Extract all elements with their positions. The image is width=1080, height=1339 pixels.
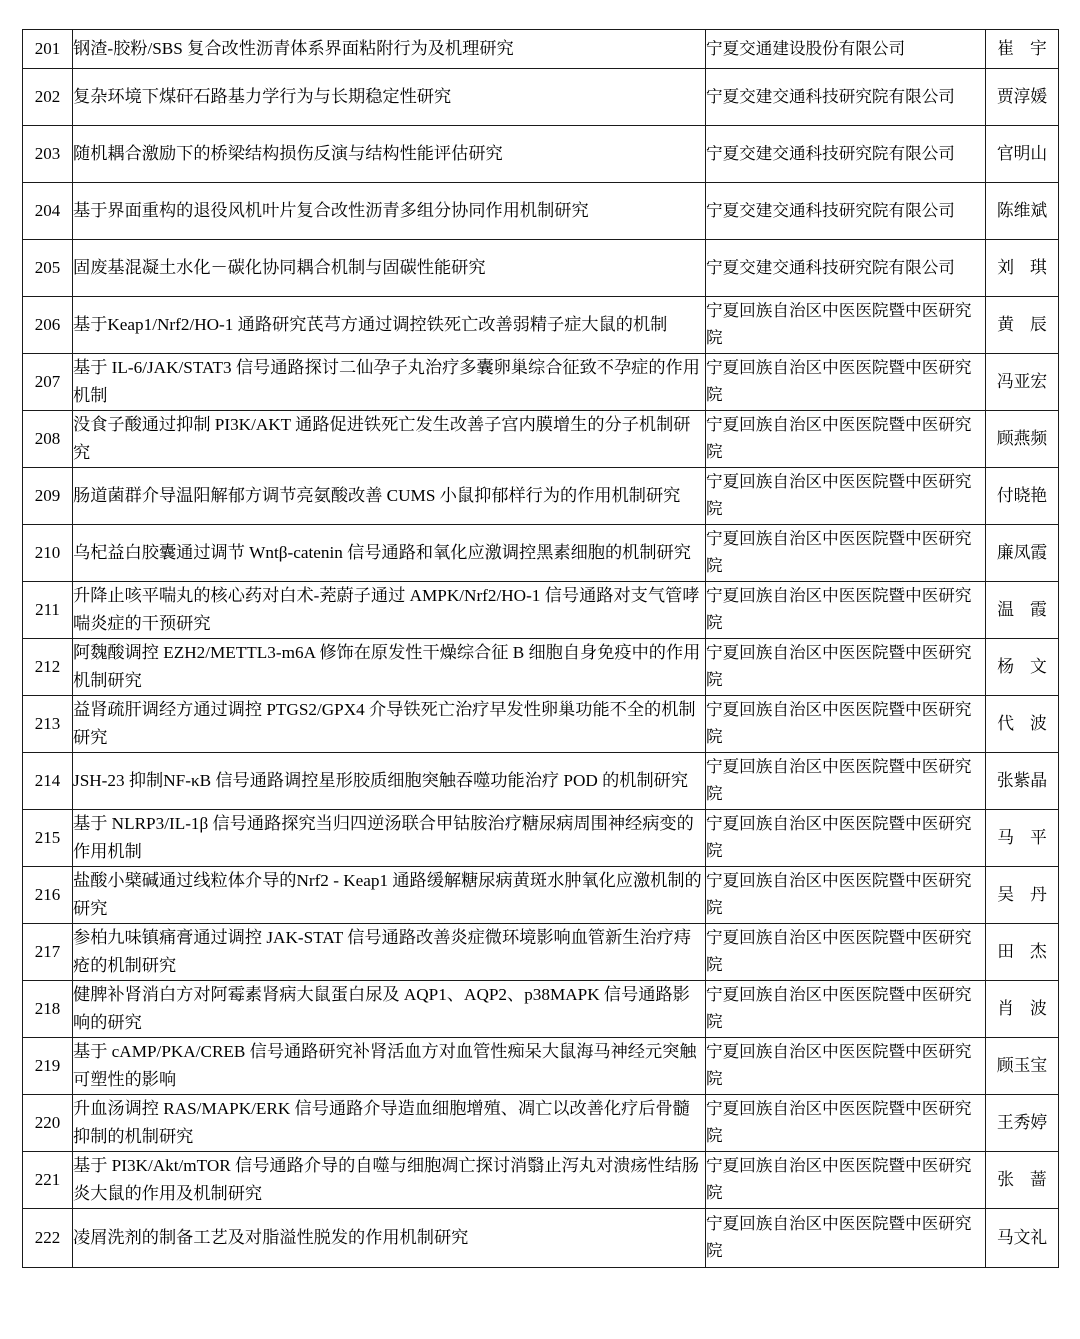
row-index-cell: 206 bbox=[23, 297, 73, 354]
row-index-cell: 210 bbox=[23, 525, 73, 582]
row-index-cell: 216 bbox=[23, 867, 73, 924]
project-table-container bbox=[22, 29, 1058, 1268]
leader-name-cell: 官明山 bbox=[986, 126, 1059, 183]
leader-surname: 黄 bbox=[997, 315, 1014, 335]
organization-cell: 宁夏交通建设股份有限公司 bbox=[706, 30, 986, 69]
organization-cell: 宁夏交建交通科技研究院有限公司 bbox=[706, 183, 986, 240]
leader-name-cell bbox=[986, 924, 1059, 981]
row-index-cell: 212 bbox=[23, 639, 73, 696]
table-row bbox=[23, 240, 1059, 297]
project-table bbox=[22, 29, 1059, 1268]
project-title-cell: 基于 NLRP3/IL-1β 信号通路探究当归四逆汤联合甲钴胺治疗糖尿病周围神经病变的作用机制 bbox=[73, 810, 706, 867]
organization-cell: 宁夏回族自治区中医医院暨中医研究院 bbox=[706, 810, 986, 867]
table-row bbox=[23, 1095, 1059, 1152]
table-row bbox=[23, 30, 1059, 69]
row-index-cell: 214 bbox=[23, 753, 73, 810]
row-index-cell: 217 bbox=[23, 924, 73, 981]
leader-surname: 吴 bbox=[997, 885, 1014, 905]
project-title-cell: 益肾疏肝调经方通过调控 PTGS2/GPX4 介导铁死亡治疗早发性卵巢功能不全的机制研究 bbox=[73, 696, 706, 753]
leader-name-cell: 廉凤霞 bbox=[986, 525, 1059, 582]
project-title-cell: 固废基混凝土水化－碳化协同耦合机制与固碳性能研究 bbox=[73, 240, 706, 297]
table-row bbox=[23, 126, 1059, 183]
project-title-cell: 参柏九味镇痛膏通过调控 JAK-STAT 信号通路改善炎症微环境影响血管新生治疗痔疮的机制研究 bbox=[73, 924, 706, 981]
leader-givenname: 蔷 bbox=[1030, 1170, 1047, 1190]
project-title-cell: 升血汤调控 RAS/MAPK/ERK 信号通路介导造血细胞增殖、凋亡以改善化疗后骨髓抑制的机制研究 bbox=[73, 1095, 706, 1152]
table-row bbox=[23, 1038, 1059, 1095]
leader-name-cell: 顾燕频 bbox=[986, 411, 1059, 468]
project-title-cell: 随机耦合激励下的桥梁结构损伤反演与结构性能评估研究 bbox=[73, 126, 706, 183]
table-row bbox=[23, 981, 1059, 1038]
leader-surname: 刘 bbox=[997, 258, 1014, 278]
leader-givenname: 平 bbox=[1030, 828, 1047, 848]
project-title-cell: 升降止咳平喘丸的核心药对白术-茺蔚子通过 AMPK/Nrf2/HO-1 信号通路对支气管哮喘炎症的干预研究 bbox=[73, 582, 706, 639]
leader-name-cell: 马文礼 bbox=[986, 1209, 1059, 1268]
project-table-body bbox=[23, 30, 1059, 1268]
leader-name-cell bbox=[986, 297, 1059, 354]
leader-name-cell bbox=[986, 30, 1059, 69]
project-title-cell: 没食子酸通过抑制 PI3K/AKT 通路促进铁死亡发生改善子宫内膜增生的分子机制研究 bbox=[73, 411, 706, 468]
row-index-cell: 219 bbox=[23, 1038, 73, 1095]
table-row bbox=[23, 867, 1059, 924]
project-title-cell: 基于 IL-6/JAK/STAT3 信号通路探讨二仙孕子丸治疗多囊卵巢综合征致不孕症的作用机制 bbox=[73, 354, 706, 411]
leader-name-cell bbox=[986, 867, 1059, 924]
leader-surname: 温 bbox=[997, 600, 1014, 620]
row-index-cell: 203 bbox=[23, 126, 73, 183]
table-row bbox=[23, 468, 1059, 525]
leader-givenname: 宇 bbox=[1030, 39, 1047, 59]
leader-name-cell bbox=[986, 1152, 1059, 1209]
row-index-cell: 215 bbox=[23, 810, 73, 867]
table-row bbox=[23, 753, 1059, 810]
organization-cell: 宁夏回族自治区中医医院暨中医研究院 bbox=[706, 354, 986, 411]
leader-name-cell bbox=[986, 240, 1059, 297]
project-title-cell: 复杂环境下煤矸石路基力学行为与长期稳定性研究 bbox=[73, 69, 706, 126]
table-row bbox=[23, 924, 1059, 981]
leader-surname: 张 bbox=[997, 1170, 1014, 1190]
leader-surname: 代 bbox=[997, 714, 1014, 734]
leader-givenname: 波 bbox=[1030, 714, 1047, 734]
leader-givenname: 丹 bbox=[1030, 885, 1047, 905]
organization-cell: 宁夏回族自治区中医医院暨中医研究院 bbox=[706, 468, 986, 525]
row-index-cell: 209 bbox=[23, 468, 73, 525]
row-index-cell: 213 bbox=[23, 696, 73, 753]
leader-surname: 马 bbox=[997, 828, 1014, 848]
organization-cell: 宁夏回族自治区中医医院暨中医研究院 bbox=[706, 753, 986, 810]
organization-cell: 宁夏回族自治区中医医院暨中医研究院 bbox=[706, 639, 986, 696]
project-title-cell: 肠道菌群介导温阳解郁方调节亮氨酸改善 CUMS 小鼠抑郁样行为的作用机制研究 bbox=[73, 468, 706, 525]
leader-surname: 杨 bbox=[997, 657, 1014, 677]
organization-cell: 宁夏回族自治区中医医院暨中医研究院 bbox=[706, 696, 986, 753]
leader-name-cell: 陈维斌 bbox=[986, 183, 1059, 240]
organization-cell: 宁夏回族自治区中医医院暨中医研究院 bbox=[706, 981, 986, 1038]
table-row bbox=[23, 297, 1059, 354]
row-index-cell: 222 bbox=[23, 1209, 73, 1268]
project-title-cell: 健脾补肾消白方对阿霉素肾病大鼠蛋白尿及 AQP1、AQP2、p38MAPK 信号通路影响的研究 bbox=[73, 981, 706, 1038]
organization-cell: 宁夏回族自治区中医医院暨中医研究院 bbox=[706, 411, 986, 468]
table-row bbox=[23, 183, 1059, 240]
organization-cell: 宁夏回族自治区中医医院暨中医研究院 bbox=[706, 1209, 986, 1268]
table-row bbox=[23, 525, 1059, 582]
leader-surname: 崔 bbox=[997, 39, 1014, 59]
project-title-cell: 基于 PI3K/Akt/mTOR 信号通路介导的自噬与细胞凋亡探讨消翳止泻丸对溃疡性结肠炎大鼠的作用及机制研究 bbox=[73, 1152, 706, 1209]
leader-name-cell: 张紫晶 bbox=[986, 753, 1059, 810]
row-index-cell: 220 bbox=[23, 1095, 73, 1152]
table-row bbox=[23, 696, 1059, 753]
leader-name-cell bbox=[986, 639, 1059, 696]
leader-name-cell: 王秀婷 bbox=[986, 1095, 1059, 1152]
project-title-cell: 基于界面重构的退役风机叶片复合改性沥青多组分协同作用机制研究 bbox=[73, 183, 706, 240]
organization-cell: 宁夏回族自治区中医医院暨中医研究院 bbox=[706, 297, 986, 354]
table-row bbox=[23, 354, 1059, 411]
project-title-cell: 凌屑洗剂的制备工艺及对脂溢性脱发的作用机制研究 bbox=[73, 1209, 706, 1268]
leader-name-cell: 冯亚宏 bbox=[986, 354, 1059, 411]
row-index-cell: 205 bbox=[23, 240, 73, 297]
leader-name-cell bbox=[986, 981, 1059, 1038]
leader-name-cell bbox=[986, 696, 1059, 753]
leader-name-cell: 付晓艳 bbox=[986, 468, 1059, 525]
row-index-cell: 221 bbox=[23, 1152, 73, 1209]
project-title-cell: 盐酸小檗碱通过线粒体介导的Nrf2 - Keap1 通路缓解糖尿病黄斑水肿氧化应激机制的研究 bbox=[73, 867, 706, 924]
project-title-cell: 基于 cAMP/PKA/CREB 信号通路研究补肾活血方对血管性痴呆大鼠海马神经元突触可塑性的影响 bbox=[73, 1038, 706, 1095]
project-title-cell: 基于Keap1/Nrf2/HO-1 通路研究芪芎方通过调控铁死亡改善弱精子症大鼠的机制 bbox=[73, 297, 706, 354]
project-title-cell: 阿魏酸调控 EZH2/METTL3-m6A 修饰在原发性干燥综合征 B 细胞自身免疫中的作用机制研究 bbox=[73, 639, 706, 696]
row-index-cell: 218 bbox=[23, 981, 73, 1038]
leader-givenname: 杰 bbox=[1030, 942, 1047, 962]
leader-givenname: 琪 bbox=[1030, 258, 1047, 278]
table-row bbox=[23, 639, 1059, 696]
organization-cell: 宁夏交建交通科技研究院有限公司 bbox=[706, 69, 986, 126]
organization-cell: 宁夏回族自治区中医医院暨中医研究院 bbox=[706, 1152, 986, 1209]
table-row bbox=[23, 582, 1059, 639]
leader-givenname: 波 bbox=[1030, 999, 1047, 1019]
organization-cell: 宁夏回族自治区中医医院暨中医研究院 bbox=[706, 582, 986, 639]
leader-surname: 肖 bbox=[997, 999, 1014, 1019]
project-title-cell: 乌杞益白胶囊通过调节 Wntβ-catenin 信号通路和氧化应激调控黑素细胞的机制研究 bbox=[73, 525, 706, 582]
leader-name-cell: 贾淳媛 bbox=[986, 69, 1059, 126]
leader-givenname: 辰 bbox=[1030, 315, 1047, 335]
row-index-cell: 207 bbox=[23, 354, 73, 411]
table-row bbox=[23, 1152, 1059, 1209]
leader-surname: 田 bbox=[997, 942, 1014, 962]
organization-cell: 宁夏交建交通科技研究院有限公司 bbox=[706, 126, 986, 183]
leader-name-cell bbox=[986, 810, 1059, 867]
organization-cell: 宁夏交建交通科技研究院有限公司 bbox=[706, 240, 986, 297]
row-index-cell: 201 bbox=[23, 30, 73, 69]
table-row bbox=[23, 810, 1059, 867]
project-title-cell: JSH-23 抑制NF-κB 信号通路调控星形胶质细胞突触吞噬功能治疗 POD 的机制研究 bbox=[73, 753, 706, 810]
organization-cell: 宁夏回族自治区中医医院暨中医研究院 bbox=[706, 1095, 986, 1152]
row-index-cell: 202 bbox=[23, 69, 73, 126]
leader-givenname: 霞 bbox=[1030, 600, 1047, 620]
row-index-cell: 211 bbox=[23, 582, 73, 639]
leader-givenname: 文 bbox=[1030, 657, 1047, 677]
leader-name-cell bbox=[986, 582, 1059, 639]
organization-cell: 宁夏回族自治区中医医院暨中医研究院 bbox=[706, 525, 986, 582]
organization-cell: 宁夏回族自治区中医医院暨中医研究院 bbox=[706, 1038, 986, 1095]
organization-cell: 宁夏回族自治区中医医院暨中医研究院 bbox=[706, 924, 986, 981]
table-row bbox=[23, 69, 1059, 126]
organization-cell: 宁夏回族自治区中医医院暨中医研究院 bbox=[706, 867, 986, 924]
row-index-cell: 208 bbox=[23, 411, 73, 468]
leader-name-cell: 顾玉宝 bbox=[986, 1038, 1059, 1095]
row-index-cell: 204 bbox=[23, 183, 73, 240]
table-row bbox=[23, 411, 1059, 468]
project-title-cell: 钢渣-胶粉/SBS 复合改性沥青体系界面粘附行为及机理研究 bbox=[73, 30, 706, 69]
table-row bbox=[23, 1209, 1059, 1268]
